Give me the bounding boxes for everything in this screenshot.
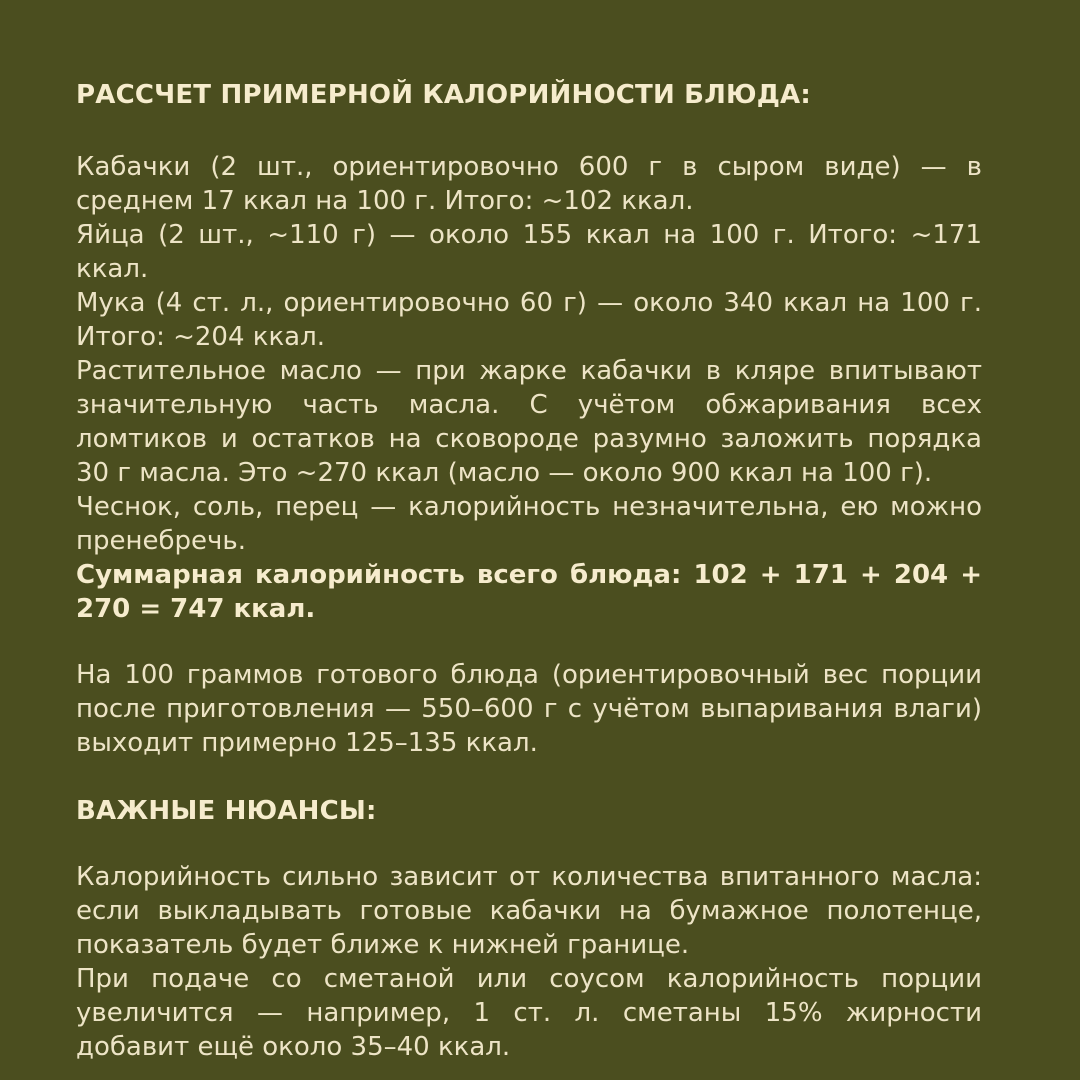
total-calories: Суммарная калорийность всего блюда: 102 + 171 + 204 + 270 = 747 ккал.	[76, 560, 982, 624]
spices-calories: Чеснок, соль, перец — калорийность незначительна, ею можно пренебречь.	[76, 492, 982, 556]
flour-calories: Мука (4 ст. л., ориентировочно 60 г) — около 340 ккал на 100 г. Итого: ~204 ккал.	[76, 288, 982, 352]
oil-calories: Растительное масло — при жарке кабачки в кляре впитывают значительную часть масла. С учётом обжаривания всех ломтиков и остатков на сковороде разумно заложить порядка 30 г масла. Это ~270 ккал (масло — около 900 ккал на 100 г).	[76, 356, 982, 488]
per-100g-calories: На 100 граммов готового блюда (ориентировочный вес порции после приготовления — 550–600 г с учётом выпаривания влаги) выходит примерно 125–135 ккал.	[76, 660, 982, 758]
important-notes-heading: ВАЖНЫЕ НЮАНСЫ:	[76, 796, 377, 826]
important-notes-list	[76, 860, 982, 1064]
zucchini-calories: Кабачки (2 шт., ориентировочно 600 г в сыром виде) — в среднем 17 ккал на 100 г. Итого: ~102 ккал.	[76, 152, 982, 216]
ingredients-calories-list	[76, 150, 982, 626]
oil-absorption-note: Калорийность сильно зависит от количества впитанного масла: если выкладывать готовые кабачки на бумажное полотенце, показатель будет ближе к нижней границе.	[76, 862, 982, 960]
sour-cream-note: При подаче со сметаной или соусом калорийность порции увеличится — например, 1 ст. л. сметаны 15% жирности добавит ещё около 35–40 ккал.	[76, 964, 982, 1062]
calorie-calculation-heading: РАССЧЕТ ПРИМЕРНОЙ КАЛОРИЙНОСТИ БЛЮДА:	[76, 80, 811, 110]
eggs-calories: Яйца (2 шт., ~110 г) — около 155 ккал на 100 г. Итого: ~171 ккал.	[76, 220, 982, 284]
